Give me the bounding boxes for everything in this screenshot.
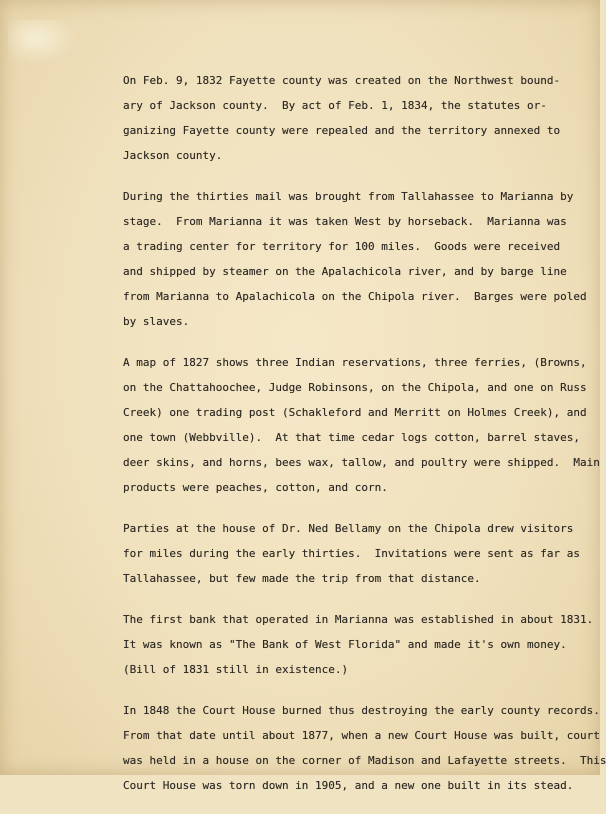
text-line: Tallahassee, but few made the trip from that distance. <box>123 572 481 585</box>
typewritten-text-block <box>123 68 606 814</box>
text-line: A map of 1827 shows three Indian reservations, three ferries, (Browns, <box>123 356 587 369</box>
text-line: and shipped by steamer on the Apalachicola river, and by barge line <box>123 265 567 278</box>
text-line: by slaves. <box>123 315 190 328</box>
text-line: Court House was torn down in 1905, and a new one built in its stead. <box>123 779 574 792</box>
paragraph-mail-and-trade <box>123 184 587 334</box>
text-line: (Bill of 1831 still in existence.) <box>123 663 349 676</box>
text-line: stage. From Marianna it was taken West by horseback. Marianna was <box>123 215 567 228</box>
text-line: During the thirties mail was brought from Tallahassee to Marianna by <box>123 190 574 203</box>
text-line: From that date until about 1877, when a new Court House was built, court <box>123 729 600 742</box>
text-line: Creek) one trading post (Schakleford and Merritt on Holmes Creek), and <box>123 406 587 419</box>
text-line: a trading center for territory for 100 miles. Goods were received <box>123 240 561 253</box>
text-line: It was known as "The Bank of West Florida" and made it's own money. <box>123 638 567 651</box>
text-line: from Marianna to Apalachicola on the Chipola river. Barges were poled <box>123 290 587 303</box>
text-line: Parties at the house of Dr. Ned Bellamy on the Chipola drew visitors <box>123 522 574 535</box>
paragraph-fayette-county <box>123 68 561 168</box>
text-line: On Feb. 9, 1832 Fayette county was created on the Northwest bound- <box>123 74 561 87</box>
text-line: ary of Jackson county. By act of Feb. 1, 1834, the statutes or- <box>123 99 547 112</box>
paragraph-map-of-1827 <box>123 350 600 500</box>
paragraph-court-house <box>123 698 606 798</box>
text-line: deer skins, and horns, bees wax, tallow, and poultry were shipped. Main <box>123 456 600 469</box>
paper-stain <box>8 20 78 65</box>
text-line: one town (Webbville). At that time cedar logs cotton, barrel staves, <box>123 431 580 444</box>
text-line: Jackson county. <box>123 149 223 162</box>
text-line: products were peaches, cotton, and corn. <box>123 481 388 494</box>
text-line: for miles during the early thirties. Invitations were sent as far as <box>123 547 580 560</box>
text-line: on the Chattahoochee, Judge Robinsons, on the Chipola, and one on Russ <box>123 381 587 394</box>
text-line: In 1848 the Court House burned thus destroying the early county records. <box>123 704 600 717</box>
paragraph-bellamy-parties <box>123 516 580 591</box>
text-line: The first bank that operated in Marianna was established in about 1831. <box>123 613 594 626</box>
text-line: ganizing Fayette county were repealed and the territory annexed to <box>123 124 561 137</box>
text-line: was held in a house on the corner of Madison and Lafayette streets. This <box>123 754 606 767</box>
paragraph-first-bank <box>123 607 594 682</box>
